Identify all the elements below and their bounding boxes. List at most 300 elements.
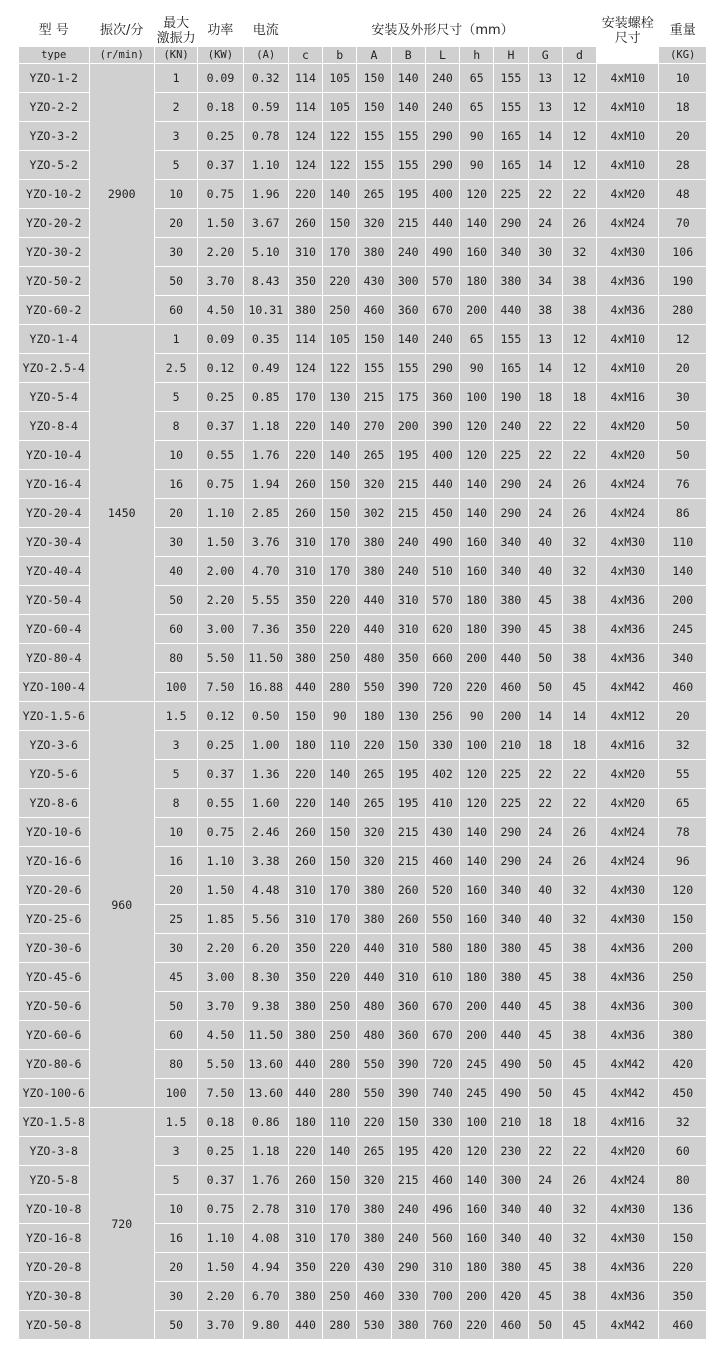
force-cell: 1.5 xyxy=(154,702,197,731)
dim-A-cell: 320 xyxy=(357,209,391,238)
dim-A-cell: 150 xyxy=(357,64,391,93)
dim-c-cell: 350 xyxy=(288,586,322,615)
dim-c-cell: 124 xyxy=(288,354,322,383)
force-cell: 80 xyxy=(154,1050,197,1079)
dim-H-cell: 340 xyxy=(494,876,528,905)
dim-c-cell: 220 xyxy=(288,441,322,470)
model-cell: YZO-60-2 xyxy=(19,296,90,325)
current-cell: 8.30 xyxy=(243,963,288,992)
bolt-cell: 4xM36 xyxy=(597,1282,659,1311)
weight-cell: 340 xyxy=(659,644,707,673)
dim-c-cell: 310 xyxy=(288,1224,322,1253)
dim-H-cell: 490 xyxy=(494,1050,528,1079)
dim-h-cell: 65 xyxy=(460,325,494,354)
dim-c-cell: 114 xyxy=(288,93,322,122)
header-model: 型 号 xyxy=(19,15,90,47)
dim-h-cell: 160 xyxy=(460,528,494,557)
speed-cell: 960 xyxy=(89,702,154,1108)
dim-L-cell: 510 xyxy=(425,557,459,586)
dim-B-cell: 140 xyxy=(391,325,425,354)
current-cell: 1.36 xyxy=(243,760,288,789)
dim-B-cell: 360 xyxy=(391,992,425,1021)
bolt-cell: 4xM10 xyxy=(597,325,659,354)
current-cell: 1.76 xyxy=(243,441,288,470)
current-cell: 1.60 xyxy=(243,789,288,818)
dim-d-cell: 12 xyxy=(562,93,596,122)
dim-c-cell: 310 xyxy=(288,876,322,905)
dim-G-cell: 24 xyxy=(528,470,562,499)
dim-c-cell: 260 xyxy=(288,499,322,528)
weight-cell: 245 xyxy=(659,615,707,644)
dim-B-cell: 130 xyxy=(391,702,425,731)
dim-L-cell: 670 xyxy=(425,296,459,325)
model-cell: YZO-25-6 xyxy=(19,905,90,934)
dim-H-cell: 290 xyxy=(494,209,528,238)
dim-c-cell: 310 xyxy=(288,1195,322,1224)
dim-d-cell: 22 xyxy=(562,1137,596,1166)
force-cell: 50 xyxy=(154,1311,197,1340)
weight-cell: 300 xyxy=(659,992,707,1021)
dim-H-cell: 460 xyxy=(494,1311,528,1340)
dim-b-cell: 140 xyxy=(323,441,357,470)
current-cell: 0.50 xyxy=(243,702,288,731)
dim-c-cell: 350 xyxy=(288,1253,322,1282)
dim-B-cell: 390 xyxy=(391,673,425,702)
force-cell: 30 xyxy=(154,238,197,267)
model-cell: YZO-3-8 xyxy=(19,1137,90,1166)
dim-L-cell: 520 xyxy=(425,876,459,905)
dim-c-cell: 180 xyxy=(288,1108,322,1137)
bolt-cell: 4xM42 xyxy=(597,1079,659,1108)
force-cell: 16 xyxy=(154,847,197,876)
dim-G-cell: 24 xyxy=(528,1166,562,1195)
model-cell: YZO-16-6 xyxy=(19,847,90,876)
dim-h-cell: 160 xyxy=(460,238,494,267)
dim-c-cell: 124 xyxy=(288,151,322,180)
dim-B-cell: 310 xyxy=(391,963,425,992)
dim-L-cell: 402 xyxy=(425,760,459,789)
current-cell: 1.18 xyxy=(243,1137,288,1166)
dim-H-cell: 340 xyxy=(494,1224,528,1253)
dim-B-cell: 290 xyxy=(391,1253,425,1282)
dim-B-cell: 390 xyxy=(391,1050,425,1079)
header-dimensions: 安装及外形尺寸（mm） xyxy=(288,15,596,47)
bolt-cell: 4xM24 xyxy=(597,209,659,238)
dim-H-cell: 390 xyxy=(494,615,528,644)
dim-d-cell: 26 xyxy=(562,470,596,499)
force-cell: 10 xyxy=(154,441,197,470)
power-cell: 1.85 xyxy=(198,905,243,934)
bolt-cell: 4xM42 xyxy=(597,1050,659,1079)
force-cell: 20 xyxy=(154,1253,197,1282)
dim-L-cell: 550 xyxy=(425,905,459,934)
dim-G-cell: 14 xyxy=(528,151,562,180)
model-cell: YZO-30-8 xyxy=(19,1282,90,1311)
dim-B-cell: 155 xyxy=(391,151,425,180)
current-cell: 1.10 xyxy=(243,151,288,180)
force-cell: 5 xyxy=(154,760,197,789)
dim-d-cell: 12 xyxy=(562,354,596,383)
dim-h-cell: 140 xyxy=(460,1166,494,1195)
dim-B-cell: 390 xyxy=(391,1079,425,1108)
dim-b-cell: 220 xyxy=(323,934,357,963)
header-power: 功率 xyxy=(198,15,243,47)
dim-A-cell: 320 xyxy=(357,847,391,876)
dim-A-cell: 155 xyxy=(357,354,391,383)
model-cell: YZO-50-4 xyxy=(19,586,90,615)
dim-H-cell: 190 xyxy=(494,383,528,412)
dim-c-cell: 440 xyxy=(288,673,322,702)
dim-c-cell: 440 xyxy=(288,1079,322,1108)
dim-d-cell: 12 xyxy=(562,122,596,151)
weight-cell: 50 xyxy=(659,412,707,441)
dim-H-cell: 225 xyxy=(494,180,528,209)
dim-G-cell: 18 xyxy=(528,1108,562,1137)
dim-A-cell: 480 xyxy=(357,644,391,673)
header-dim-H: H xyxy=(494,47,528,64)
current-cell: 5.10 xyxy=(243,238,288,267)
model-cell: YZO-100-6 xyxy=(19,1079,90,1108)
dim-G-cell: 22 xyxy=(528,441,562,470)
dim-h-cell: 160 xyxy=(460,1195,494,1224)
bolt-cell: 4xM36 xyxy=(597,1253,659,1282)
dim-L-cell: 290 xyxy=(425,151,459,180)
force-cell: 60 xyxy=(154,615,197,644)
power-cell: 0.25 xyxy=(198,1137,243,1166)
dim-h-cell: 140 xyxy=(460,470,494,499)
force-cell: 2.5 xyxy=(154,354,197,383)
model-cell: YZO-1.5-6 xyxy=(19,702,90,731)
dim-h-cell: 200 xyxy=(460,992,494,1021)
dim-h-cell: 90 xyxy=(460,354,494,383)
model-cell: YZO-1.5-8 xyxy=(19,1108,90,1137)
current-cell: 0.86 xyxy=(243,1108,288,1137)
bolt-cell: 4xM10 xyxy=(597,122,659,151)
dim-h-cell: 160 xyxy=(460,1224,494,1253)
dim-d-cell: 14 xyxy=(562,702,596,731)
weight-cell: 20 xyxy=(659,702,707,731)
dim-L-cell: 460 xyxy=(425,847,459,876)
model-cell: YZO-5-2 xyxy=(19,151,90,180)
force-cell: 16 xyxy=(154,470,197,499)
dim-A-cell: 265 xyxy=(357,1137,391,1166)
dim-A-cell: 320 xyxy=(357,818,391,847)
header-dim-A: A xyxy=(357,47,391,64)
model-cell: YZO-50-6 xyxy=(19,992,90,1021)
dim-b-cell: 220 xyxy=(323,615,357,644)
dim-h-cell: 220 xyxy=(460,1311,494,1340)
power-cell: 0.25 xyxy=(198,383,243,412)
force-cell: 80 xyxy=(154,644,197,673)
dim-G-cell: 40 xyxy=(528,905,562,934)
dim-H-cell: 225 xyxy=(494,760,528,789)
current-cell: 4.08 xyxy=(243,1224,288,1253)
header-bolt-spacer xyxy=(597,47,659,64)
dim-G-cell: 22 xyxy=(528,760,562,789)
model-cell: YZO-50-2 xyxy=(19,267,90,296)
dim-d-cell: 32 xyxy=(562,238,596,267)
dim-B-cell: 150 xyxy=(391,1108,425,1137)
force-cell: 3 xyxy=(154,731,197,760)
dim-A-cell: 320 xyxy=(357,1166,391,1195)
force-cell: 30 xyxy=(154,528,197,557)
force-cell: 30 xyxy=(154,1282,197,1311)
dim-b-cell: 140 xyxy=(323,1137,357,1166)
dim-h-cell: 180 xyxy=(460,963,494,992)
current-cell: 5.55 xyxy=(243,586,288,615)
dim-G-cell: 24 xyxy=(528,847,562,876)
weight-cell: 460 xyxy=(659,1311,707,1340)
dim-A-cell: 480 xyxy=(357,1021,391,1050)
model-cell: YZO-2.5-4 xyxy=(19,354,90,383)
weight-cell: 96 xyxy=(659,847,707,876)
dim-A-cell: 215 xyxy=(357,383,391,412)
current-cell: 1.94 xyxy=(243,470,288,499)
model-cell: YZO-10-6 xyxy=(19,818,90,847)
header-speed: 振次/分 xyxy=(89,15,154,47)
header-force-unit: (KN) xyxy=(154,47,197,64)
dim-b-cell: 122 xyxy=(323,151,357,180)
dim-d-cell: 38 xyxy=(562,296,596,325)
model-cell: YZO-3-6 xyxy=(19,731,90,760)
dim-c-cell: 260 xyxy=(288,818,322,847)
dim-b-cell: 140 xyxy=(323,789,357,818)
dim-c-cell: 220 xyxy=(288,789,322,818)
power-cell: 3.00 xyxy=(198,963,243,992)
dim-c-cell: 310 xyxy=(288,528,322,557)
dim-h-cell: 245 xyxy=(460,1079,494,1108)
power-cell: 0.18 xyxy=(198,1108,243,1137)
current-cell: 8.43 xyxy=(243,267,288,296)
dim-B-cell: 195 xyxy=(391,180,425,209)
bolt-cell: 4xM12 xyxy=(597,702,659,731)
dim-A-cell: 380 xyxy=(357,876,391,905)
dim-L-cell: 490 xyxy=(425,238,459,267)
weight-cell: 150 xyxy=(659,905,707,934)
dim-b-cell: 150 xyxy=(323,209,357,238)
dim-G-cell: 22 xyxy=(528,180,562,209)
current-cell: 13.60 xyxy=(243,1050,288,1079)
dim-H-cell: 380 xyxy=(494,963,528,992)
model-cell: YZO-80-6 xyxy=(19,1050,90,1079)
model-cell: YZO-8-6 xyxy=(19,789,90,818)
dim-L-cell: 450 xyxy=(425,499,459,528)
weight-cell: 220 xyxy=(659,1253,707,1282)
dim-H-cell: 165 xyxy=(494,354,528,383)
table-row xyxy=(19,1108,707,1137)
dim-b-cell: 170 xyxy=(323,876,357,905)
model-cell: YZO-80-4 xyxy=(19,644,90,673)
force-cell: 100 xyxy=(154,673,197,702)
dim-h-cell: 100 xyxy=(460,383,494,412)
model-cell: YZO-3-2 xyxy=(19,122,90,151)
model-cell: YZO-30-6 xyxy=(19,934,90,963)
table-row xyxy=(19,702,707,731)
dim-L-cell: 330 xyxy=(425,1108,459,1137)
speed-cell: 2900 xyxy=(89,64,154,325)
dim-H-cell: 155 xyxy=(494,93,528,122)
dim-h-cell: 200 xyxy=(460,1282,494,1311)
dim-A-cell: 265 xyxy=(357,441,391,470)
dim-G-cell: 45 xyxy=(528,1282,562,1311)
dim-h-cell: 90 xyxy=(460,151,494,180)
weight-cell: 140 xyxy=(659,557,707,586)
bolt-cell: 4xM30 xyxy=(597,905,659,934)
weight-cell: 250 xyxy=(659,963,707,992)
power-cell: 0.55 xyxy=(198,441,243,470)
dim-B-cell: 310 xyxy=(391,934,425,963)
dim-B-cell: 240 xyxy=(391,557,425,586)
dim-h-cell: 160 xyxy=(460,905,494,934)
force-cell: 5 xyxy=(154,1166,197,1195)
header-bolt-line2: 尺寸 xyxy=(614,30,641,46)
weight-cell: 350 xyxy=(659,1282,707,1311)
force-cell: 60 xyxy=(154,296,197,325)
dim-b-cell: 90 xyxy=(323,702,357,731)
dim-d-cell: 22 xyxy=(562,441,596,470)
model-cell: YZO-20-4 xyxy=(19,499,90,528)
dim-B-cell: 155 xyxy=(391,354,425,383)
model-cell: YZO-1-4 xyxy=(19,325,90,354)
dim-b-cell: 150 xyxy=(323,847,357,876)
bolt-cell: 4xM36 xyxy=(597,644,659,673)
model-cell: YZO-20-2 xyxy=(19,209,90,238)
bolt-cell: 4xM30 xyxy=(597,1224,659,1253)
dim-L-cell: 400 xyxy=(425,441,459,470)
dim-b-cell: 170 xyxy=(323,238,357,267)
model-cell: YZO-50-8 xyxy=(19,1311,90,1340)
current-cell: 4.94 xyxy=(243,1253,288,1282)
dim-L-cell: 460 xyxy=(425,1166,459,1195)
dim-G-cell: 24 xyxy=(528,818,562,847)
power-cell: 0.75 xyxy=(198,180,243,209)
dim-A-cell: 440 xyxy=(357,963,391,992)
dim-c-cell: 220 xyxy=(288,412,322,441)
current-cell: 16.88 xyxy=(243,673,288,702)
dim-A-cell: 150 xyxy=(357,325,391,354)
dim-B-cell: 380 xyxy=(391,1311,425,1340)
dim-B-cell: 215 xyxy=(391,470,425,499)
dim-h-cell: 180 xyxy=(460,1253,494,1282)
weight-cell: 65 xyxy=(659,789,707,818)
dim-L-cell: 420 xyxy=(425,1137,459,1166)
current-cell: 11.50 xyxy=(243,1021,288,1050)
dim-h-cell: 180 xyxy=(460,615,494,644)
dim-h-cell: 140 xyxy=(460,499,494,528)
power-cell: 0.25 xyxy=(198,731,243,760)
force-cell: 8 xyxy=(154,412,197,441)
current-cell: 0.35 xyxy=(243,325,288,354)
dim-A-cell: 180 xyxy=(357,702,391,731)
dim-B-cell: 215 xyxy=(391,1166,425,1195)
power-cell: 2.00 xyxy=(198,557,243,586)
power-cell: 0.37 xyxy=(198,412,243,441)
dim-d-cell: 32 xyxy=(562,1195,596,1224)
dim-b-cell: 170 xyxy=(323,1195,357,1224)
dim-G-cell: 45 xyxy=(528,1021,562,1050)
dim-H-cell: 230 xyxy=(494,1137,528,1166)
dim-G-cell: 14 xyxy=(528,122,562,151)
dim-B-cell: 260 xyxy=(391,876,425,905)
dim-c-cell: 220 xyxy=(288,760,322,789)
spec-table-body xyxy=(19,64,707,1340)
dim-L-cell: 580 xyxy=(425,934,459,963)
dim-B-cell: 200 xyxy=(391,412,425,441)
bolt-cell: 4xM24 xyxy=(597,499,659,528)
weight-cell: 76 xyxy=(659,470,707,499)
dim-h-cell: 120 xyxy=(460,441,494,470)
dim-G-cell: 50 xyxy=(528,1079,562,1108)
dim-L-cell: 740 xyxy=(425,1079,459,1108)
dim-h-cell: 180 xyxy=(460,934,494,963)
dim-d-cell: 26 xyxy=(562,818,596,847)
weight-cell: 420 xyxy=(659,1050,707,1079)
dim-H-cell: 440 xyxy=(494,644,528,673)
dim-d-cell: 26 xyxy=(562,847,596,876)
dim-H-cell: 240 xyxy=(494,412,528,441)
bolt-cell: 4xM16 xyxy=(597,383,659,412)
weight-cell: 450 xyxy=(659,1079,707,1108)
weight-cell: 12 xyxy=(659,325,707,354)
weight-cell: 60 xyxy=(659,1137,707,1166)
dim-d-cell: 38 xyxy=(562,992,596,1021)
dim-A-cell: 380 xyxy=(357,528,391,557)
dim-c-cell: 260 xyxy=(288,847,322,876)
dim-b-cell: 140 xyxy=(323,760,357,789)
model-cell: YZO-1-2 xyxy=(19,64,90,93)
power-cell: 0.55 xyxy=(198,789,243,818)
dim-h-cell: 140 xyxy=(460,818,494,847)
dim-A-cell: 220 xyxy=(357,1108,391,1137)
model-cell: YZO-8-4 xyxy=(19,412,90,441)
dim-L-cell: 440 xyxy=(425,470,459,499)
dim-B-cell: 240 xyxy=(391,528,425,557)
dim-B-cell: 310 xyxy=(391,615,425,644)
dim-d-cell: 38 xyxy=(562,963,596,992)
table-row xyxy=(19,64,707,93)
dim-A-cell: 270 xyxy=(357,412,391,441)
dim-h-cell: 90 xyxy=(460,702,494,731)
dim-L-cell: 670 xyxy=(425,992,459,1021)
current-cell: 0.49 xyxy=(243,354,288,383)
force-cell: 20 xyxy=(154,209,197,238)
power-cell: 1.10 xyxy=(198,847,243,876)
dim-A-cell: 380 xyxy=(357,1224,391,1253)
bolt-cell: 4xM30 xyxy=(597,528,659,557)
header-bolt-line1: 安装螺栓 xyxy=(601,15,654,31)
current-cell: 6.70 xyxy=(243,1282,288,1311)
dim-c-cell: 220 xyxy=(288,1137,322,1166)
dim-G-cell: 14 xyxy=(528,354,562,383)
dim-G-cell: 38 xyxy=(528,296,562,325)
dim-A-cell: 155 xyxy=(357,122,391,151)
dim-L-cell: 720 xyxy=(425,1050,459,1079)
dim-B-cell: 240 xyxy=(391,238,425,267)
dim-H-cell: 290 xyxy=(494,470,528,499)
header-dim-c: c xyxy=(288,47,322,64)
dim-L-cell: 660 xyxy=(425,644,459,673)
current-cell: 5.56 xyxy=(243,905,288,934)
current-cell: 2.78 xyxy=(243,1195,288,1224)
dim-c-cell: 260 xyxy=(288,1166,322,1195)
dim-A-cell: 155 xyxy=(357,151,391,180)
power-cell: 5.50 xyxy=(198,1050,243,1079)
dim-H-cell: 155 xyxy=(494,325,528,354)
dim-G-cell: 40 xyxy=(528,1224,562,1253)
dim-A-cell: 150 xyxy=(357,93,391,122)
dim-d-cell: 38 xyxy=(562,267,596,296)
weight-cell: 18 xyxy=(659,93,707,122)
